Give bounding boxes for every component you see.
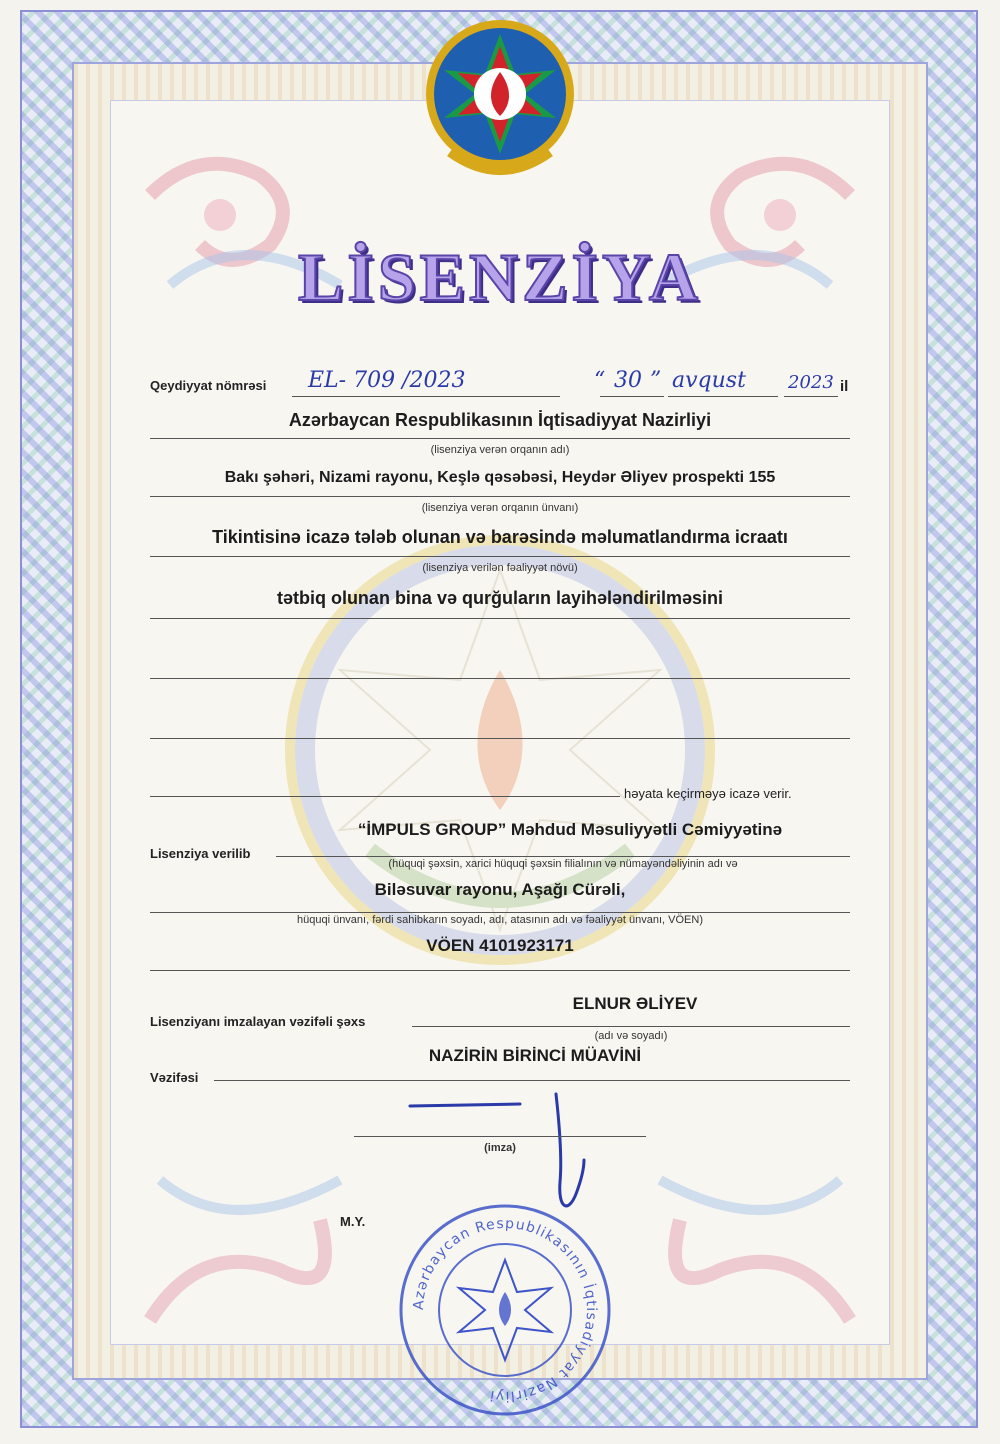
date-suffix: il [840, 378, 849, 395]
date-day: 30 [614, 368, 642, 393]
date-quote-close: ” [650, 368, 662, 393]
document-title: LİSENZİYA [298, 239, 702, 315]
position-label: Vəzifəsi [150, 1070, 199, 1085]
issued-to-label: Lisenziya verilib [150, 846, 251, 861]
registration-label: Qeydiyyat nömrəsi [150, 378, 267, 393]
activity-line-2: tətbiq olunan bina və qurğuların layihələndirilməsini [276, 588, 724, 608]
licensee-address: Biləsuvar rayonu, Aşağı Cürəli, [374, 880, 626, 899]
signature-caption: (imza) [484, 1142, 516, 1154]
bottom-left-ornament-icon [140, 1120, 380, 1340]
signer-name: ELNUR ƏLİYEV [572, 994, 698, 1013]
licensee-name: “İMPULS GROUP” Məhdud Məsuliyyətli Cəmiyyətinə [357, 820, 783, 839]
position-value: NAZİRİN BİRİNCİ MÜAVİNİ [428, 1046, 642, 1065]
issuer-address-caption: (lisenziya verən orqanın ünvanı) [421, 502, 579, 514]
seal-label: M.Y. [340, 1214, 366, 1229]
state-emblem-icon [420, 12, 580, 192]
date-month: avqust [672, 368, 746, 393]
signer-label: Lisenziyanı imzalayan vəzifəli şəxs [150, 1014, 366, 1029]
issuer-name-caption: (lisenziya verən orqanın adı) [430, 444, 570, 456]
date-quote-open: “ [594, 368, 606, 393]
stamp-text: Azərbaycan Respublikasının İqtisadiyyat Nazirliyi [410, 1215, 600, 1405]
issuer-name: Azərbaycan Respublikasının İqtisadiyyat Nazirliyi [288, 410, 712, 430]
signer-caption: (adı və soyadı) [594, 1030, 668, 1042]
official-stamp [395, 1200, 615, 1420]
voen-number: VÖEN 4101923171 [426, 936, 574, 955]
licensee-caption-1: (hüquqi şəxsin, xarici hüquqi şəxsin filialının və nümayəndəliyinin adı və [388, 858, 738, 870]
activity-line-1: Tikintisinə icazə tələb olunan və barəsində məlumatlandırma icraatı [212, 527, 788, 547]
activity-caption: (lisenziya verilən fəaliyyət növü) [422, 562, 578, 574]
registration-number: EL- 709 /2023 [308, 368, 466, 393]
licensee-caption-2: hüquqi ünvanı, fərdi sahibkarın soyadı, adı, atasının adı və fəaliyyət ünvanı, VÖEN) [296, 914, 704, 926]
date-year: 2023 [788, 372, 834, 393]
permit-text: həyata keçirməyə icazə verir. [624, 786, 792, 801]
issuer-address: Bakı şəhəri, Nizami rayonu, Keşlə qəsəbəsi, Heydər Əliyev prospekti 155 [224, 469, 776, 486]
bottom-right-ornament-icon [620, 1120, 860, 1340]
